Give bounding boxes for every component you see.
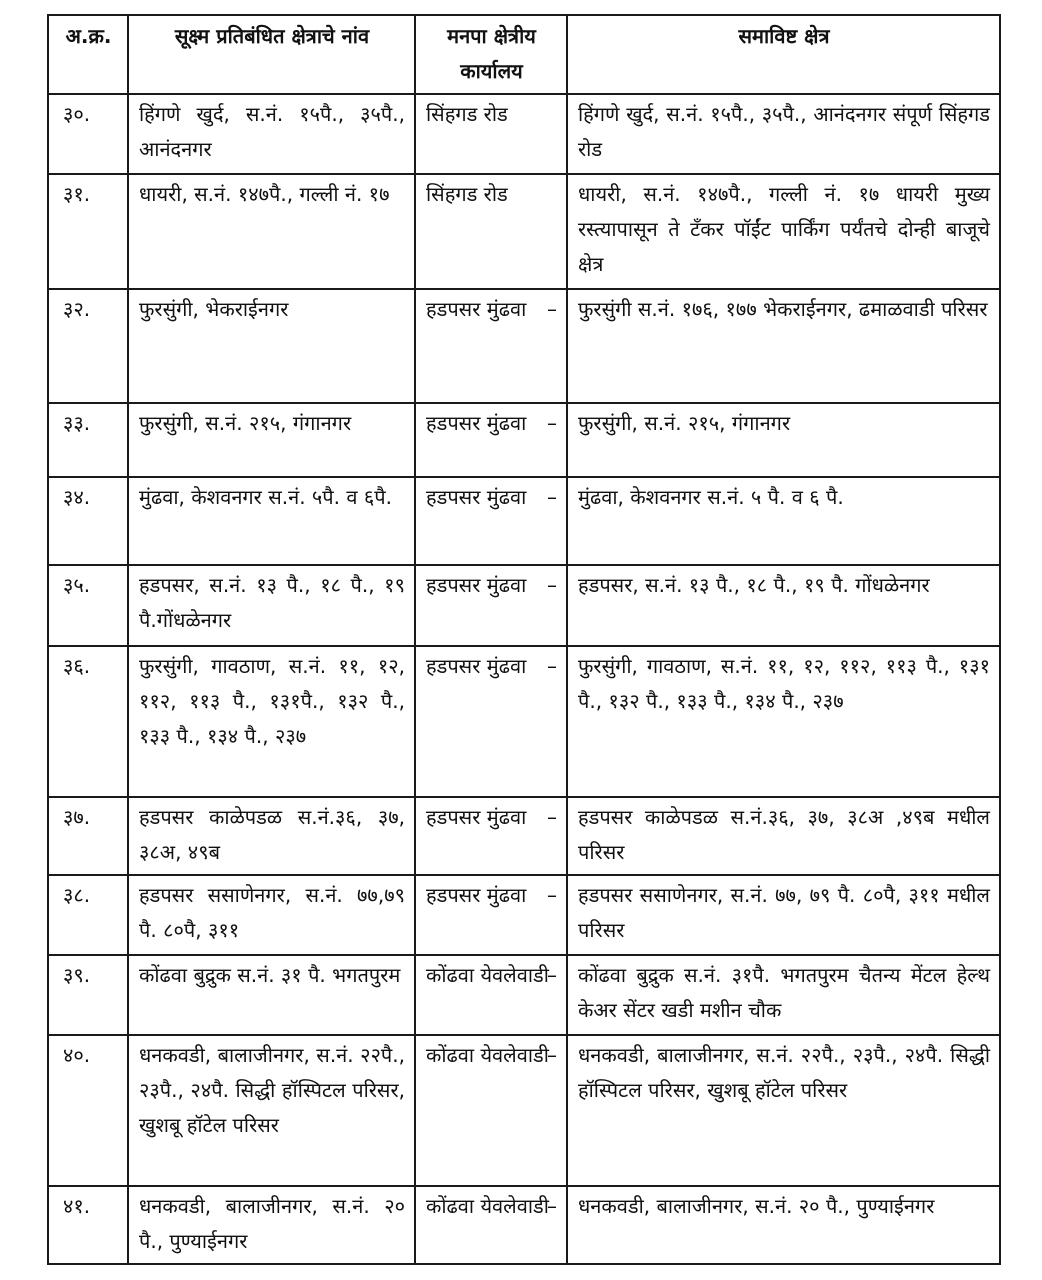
area-name-cell: हिंगणे खुर्द, स.नं. १५पै., ३५पै., आनंदनगर bbox=[128, 94, 415, 174]
table-row bbox=[48, 955, 1000, 1035]
table-row bbox=[48, 797, 1000, 875]
area-name-cell: फुरसुंगी, गावठाण, स.नं. ११, १२, ११२, ११३ पै., १३१पै., १३२ पै., १३३ पै., १३४ पै., २३७ bbox=[128, 646, 415, 797]
office-cell bbox=[415, 955, 567, 1035]
office-dash: – bbox=[547, 573, 557, 597]
included-area-cell: हडपसर, स.नं. १३ पै., १८ पै., १९ पै. गोंधळेनगर bbox=[567, 565, 1000, 646]
table-row bbox=[48, 565, 1000, 646]
table-row bbox=[48, 174, 1000, 289]
office-text: कोंढवा येवलेवाडी bbox=[426, 1194, 549, 1218]
office-text: हडपसर मुंढवा bbox=[426, 573, 527, 597]
included-area-cell: हडपसर ससाणेनगर, स.नं. ७७, ७९ पै. ८०पै, ३११ मधील परिसर bbox=[567, 875, 1000, 955]
header-included-area: समाविष्ट क्षेत्र bbox=[567, 15, 1000, 94]
header-serial: अ.क्र. bbox=[48, 15, 128, 94]
office-dash: – bbox=[547, 654, 557, 678]
office-text: कोंढवा येवलेवाडी bbox=[426, 963, 549, 987]
office-text: हडपसर मुंढवा bbox=[426, 411, 527, 435]
office-dash: – bbox=[547, 485, 557, 509]
office-text: हडपसर मुंढवा bbox=[426, 485, 527, 509]
office-text: सिंहगड रोड bbox=[426, 182, 508, 206]
office-dash: – bbox=[547, 297, 557, 321]
area-name-cell: फुरसुंगी, भेकराईनगर bbox=[128, 289, 415, 403]
area-name-cell: हडपसर ससाणेनगर, स.नं. ७७,७९ पै. ८०पै, ३११ bbox=[128, 875, 415, 955]
office-cell bbox=[415, 477, 567, 565]
included-area-cell: धायरी, स.नं. १४७पै., गल्ली नं. १७ धायरी मुख्य रस्त्यापासून ते टँकर पॉईंट पार्किंग पर्यंतचे दोन्ही बाजूचे क्षेत्र bbox=[567, 174, 1000, 289]
header-area-name: सूक्ष्म प्रतिबंधित क्षेत्राचे नांव bbox=[128, 15, 415, 94]
office-dash: – bbox=[547, 1194, 557, 1218]
office-text: हडपसर मुंढवा bbox=[426, 654, 527, 678]
included-area-cell: हडपसर काळेपडळ स.नं.३६, ३७, ३८अ ,४९ब मधील परिसर bbox=[567, 797, 1000, 875]
table-row bbox=[48, 477, 1000, 565]
included-area-cell: फुरसुंगी, गावठाण, स.नं. ११, १२, ११२, ११३ पै., १३१ पै., १३२ पै., १३३ पै., १३४ पै., २३७ bbox=[567, 646, 1000, 797]
table-row bbox=[48, 94, 1000, 174]
office-dash: – bbox=[547, 883, 557, 907]
office-dash: – bbox=[547, 963, 557, 987]
serial-cell: ४०. bbox=[48, 1035, 128, 1186]
serial-cell: ३३. bbox=[48, 403, 128, 477]
included-area-cell: कोंढवा बुद्रुक स.नं. ३१पै. भगतपुरम चैतन्य मेंटल हेल्थ केअर सेंटर खडी मशीन चौक bbox=[567, 955, 1000, 1035]
table-row bbox=[48, 403, 1000, 477]
office-text: कोंढवा येवलेवाडी bbox=[426, 1043, 549, 1067]
included-area-cell: हिंगणे खुर्द, स.नं. १५पै., ३५पै., आनंदनगर संपूर्ण सिंहगड रोड bbox=[567, 94, 1000, 174]
office-cell bbox=[415, 1186, 567, 1264]
office-cell bbox=[415, 94, 567, 174]
office-cell bbox=[415, 797, 567, 875]
serial-cell: ३७. bbox=[48, 797, 128, 875]
area-name-cell: धायरी, स.नं. १४७पै., गल्ली नं. १७ bbox=[128, 174, 415, 289]
office-cell bbox=[415, 875, 567, 955]
office-cell bbox=[415, 1035, 567, 1186]
office-text: सिंहगड रोड bbox=[426, 102, 508, 126]
table-header-row bbox=[48, 15, 1000, 94]
included-area-cell: मुंढवा, केशवनगर स.नं. ५ पै. व ६ पै. bbox=[567, 477, 1000, 565]
area-name-cell: कोंढवा बुद्रुक स.नं. ३१ पै. भगतपुरम bbox=[128, 955, 415, 1035]
office-cell bbox=[415, 174, 567, 289]
serial-cell: ३१. bbox=[48, 174, 128, 289]
table-row bbox=[48, 1035, 1000, 1186]
included-area-cell: धनकवडी, बालाजीनगर, स.नं. २२पै., २३पै., २४पै. सिद्धी हॉस्पिटल परिसर, खुशबू हॉटेल परिसर bbox=[567, 1035, 1000, 1186]
included-area-cell: फुरसुंगी स.नं. १७६, १७७ भेकराईनगर, ढमाळवाडी परिसर bbox=[567, 289, 1000, 403]
serial-cell: ४१. bbox=[48, 1186, 128, 1264]
area-name-cell: हडपसर, स.नं. १३ पै., १८ पै., १९ पै.गोंधळेनगर bbox=[128, 565, 415, 646]
serial-cell: ३४. bbox=[48, 477, 128, 565]
serial-cell: ३६. bbox=[48, 646, 128, 797]
serial-cell: ३२. bbox=[48, 289, 128, 403]
area-name-cell: हडपसर काळेपडळ स.नं.३६, ३७, ३८अ, ४९ब bbox=[128, 797, 415, 875]
area-name-cell: मुंढवा, केशवनगर स.नं. ५पै. व ६पै. bbox=[128, 477, 415, 565]
table-row bbox=[48, 646, 1000, 797]
area-name-cell: धनकवडी, बालाजीनगर, स.नं. २२पै., २३पै., २४पै. सिद्धी हॉस्पिटल परिसर, खुशबू हॉटेल परिसर bbox=[128, 1035, 415, 1186]
office-dash: – bbox=[547, 1043, 557, 1067]
area-name-cell: धनकवडी, बालाजीनगर, स.नं. २० पै., पुण्याईनगर bbox=[128, 1186, 415, 1264]
serial-cell: ३८. bbox=[48, 875, 128, 955]
office-cell bbox=[415, 289, 567, 403]
office-cell bbox=[415, 565, 567, 646]
table-row bbox=[48, 1186, 1000, 1264]
containment-zones-table bbox=[47, 14, 1001, 1265]
office-text: हडपसर मुंढवा bbox=[426, 883, 527, 907]
area-name-cell: फुरसुंगी, स.नं. २१५, गंगानगर bbox=[128, 403, 415, 477]
office-dash: – bbox=[547, 411, 557, 435]
serial-cell: ३९. bbox=[48, 955, 128, 1035]
office-text: हडपसर मुंढवा bbox=[426, 297, 527, 321]
office-cell bbox=[415, 403, 567, 477]
document-page bbox=[47, 14, 999, 1265]
office-cell bbox=[415, 646, 567, 797]
table-row bbox=[48, 289, 1000, 403]
included-area-cell: धनकवडी, बालाजीनगर, स.नं. २० पै., पुण्याईनगर bbox=[567, 1186, 1000, 1264]
office-dash: – bbox=[547, 805, 557, 829]
table-row bbox=[48, 875, 1000, 955]
serial-cell: ३५. bbox=[48, 565, 128, 646]
header-office: मनपा क्षेत्रीय कार्यालय bbox=[415, 15, 567, 94]
serial-cell: ३०. bbox=[48, 94, 128, 174]
office-text: हडपसर मुंढवा bbox=[426, 805, 527, 829]
included-area-cell: फुरसुंगी, स.नं. २१५, गंगानगर bbox=[567, 403, 1000, 477]
